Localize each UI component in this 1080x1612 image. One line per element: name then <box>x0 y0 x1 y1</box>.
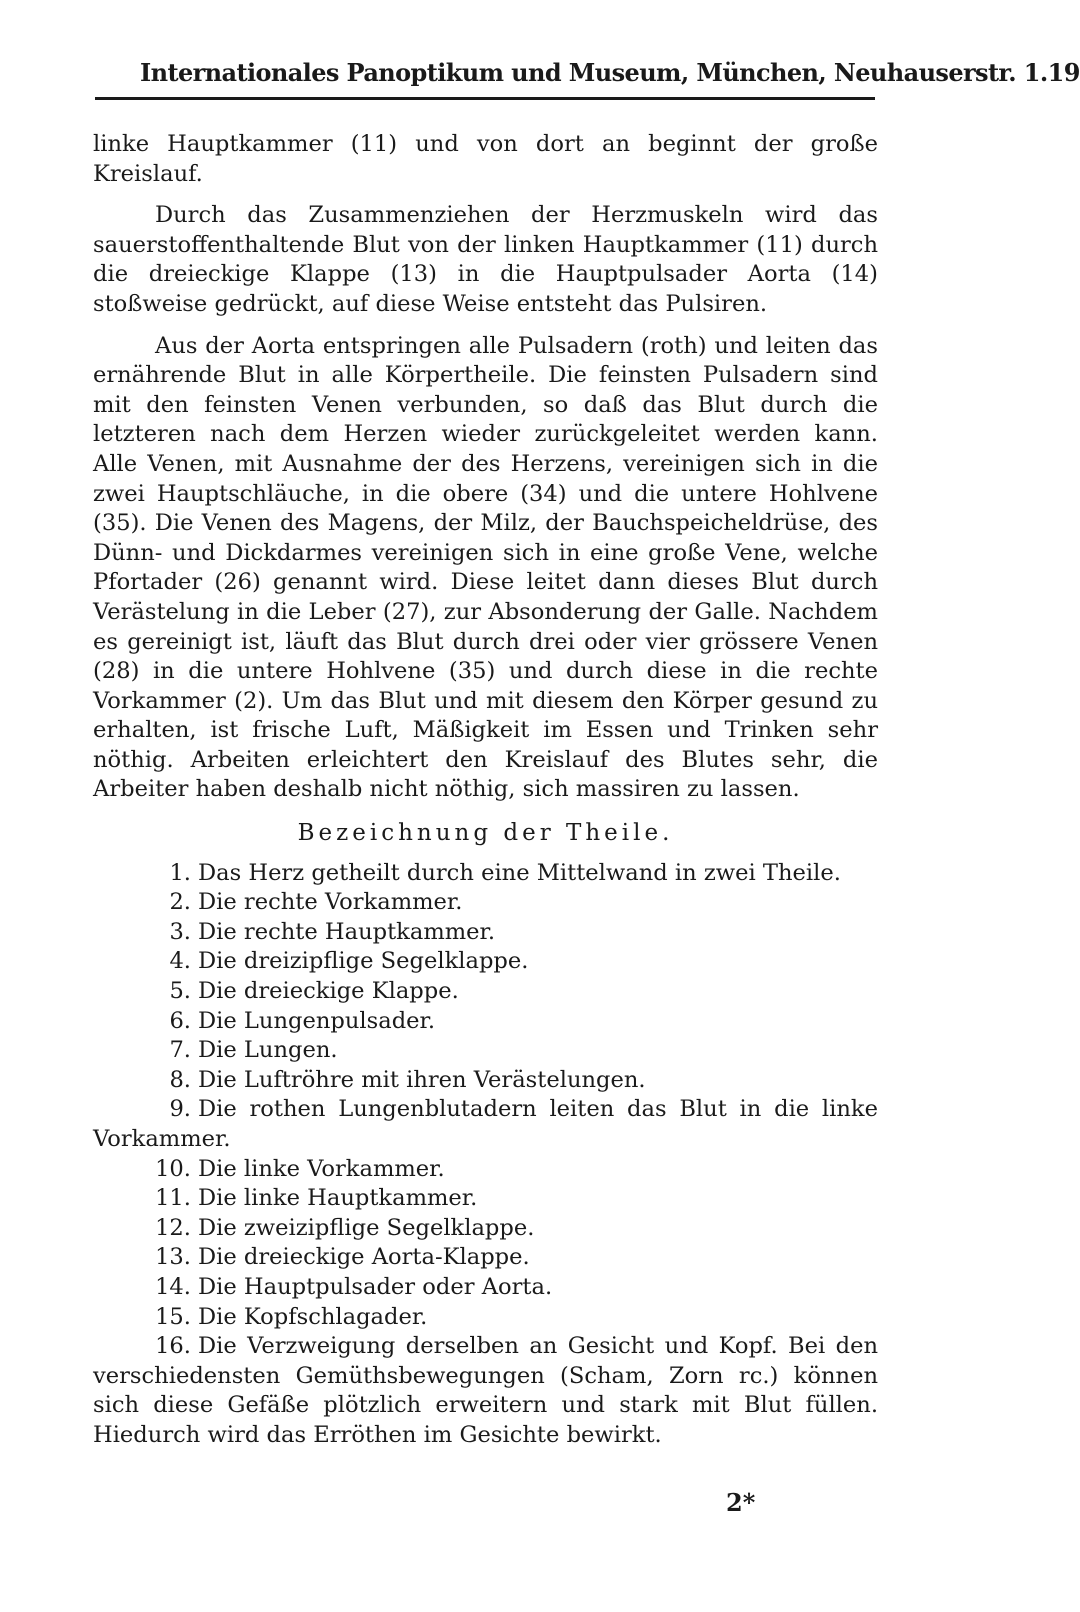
list-item-number: 10. <box>155 1155 191 1182</box>
list-item-number: 4. <box>169 948 191 975</box>
list-item-text: Die rechte Hauptkammer. <box>198 918 496 945</box>
list-item-text: Die rechte Vorkammer. <box>198 889 463 916</box>
list-item <box>93 1155 878 1185</box>
running-header <box>140 58 1080 87</box>
list-item-number: 15. <box>155 1303 191 1330</box>
page-body <box>93 130 878 1451</box>
paragraph-heart-contraction: Durch das Zusammenziehen der Herzmuskeln wird das sauerstoffenthaltende Blut von der linken Hauptkammer (11) durch die dreieckige Klappe (13) in die Hauptpulsader Aorta (14) stoßweise gedrückt, auf diese Weise entsteht das Pulsiren. <box>93 202 878 317</box>
list-item-number: 5. <box>169 978 191 1005</box>
list-item-text: Die Lungenpulsader. <box>198 1007 436 1034</box>
parts-list <box>93 859 878 1451</box>
list-item-number: 12. <box>155 1214 191 1241</box>
page-number: 19 <box>1047 58 1080 87</box>
list-item <box>93 888 878 918</box>
list-item-text: Die zweizipflige Segelklappe. <box>198 1214 535 1241</box>
list-item <box>93 947 878 977</box>
header-title: Internationales Panoptikum und Museum, München, Neuhauserstr. 1. <box>140 58 1048 87</box>
list-item-text: Die Luftröhre mit ihren Verästelungen. <box>198 1066 646 1093</box>
list-item <box>93 1007 878 1037</box>
header-rule <box>95 97 875 100</box>
list-item-text: Die linke Hauptkammer. <box>198 1185 478 1212</box>
list-item-text: Die Lungen. <box>198 1037 338 1064</box>
paragraph-aorta-circulation: Aus der Aorta entspringen alle Pulsadern (roth) und leiten das ernährende Blut in alle Körpertheile. Die feinsten Pulsadern sind mit den feinsten Venen verbunden, so daß das Blut durch die letzteren nach dem Herzen wieder zurückgeleitet werden kann. Alle Venen, mit Ausnahme der des Herzens, vereinigen sich in die zwei Hauptschläuche, in die obere (34) und die untere Hohlvene (35). Die Venen des Magens, der Milz, der Bauchspeicheldrüse, des Dünn- und Dickdarmes vereinigen sich in eine große Vene, welche Pfortader (26) genannt wird. Diese leitet dann dieses Blut durch Verästelung in die Leber (27), zur Absonderung der Galle. Nachdem es gereinigt ist, läuft das Blut durch drei oder vier grössere Venen (28) in die untere Hohlvene (35) und durch diese in die rechte Vorkammer (2). Um das Blut und mit diesem den Körper gesund zu erhalten, ist frische Luft, Mäßigkeit im Essen und Trinken sehr nöthig. Arbeiten erleichtert den Kreislauf des Blutes sehr, die Arbeiter haben deshalb nicht nöthig, sich massiren zu lassen. <box>93 332 878 803</box>
list-item <box>93 918 878 948</box>
list-item-number: 13. <box>155 1244 191 1271</box>
list-item-text: Das Herz getheilt durch eine Mittelwand in zwei Theile. <box>198 859 841 886</box>
list-item-text: Die dreizipflige Segelklappe. <box>198 948 529 975</box>
list-item <box>93 1273 878 1303</box>
list-item-text: Die Kopfschlagader. <box>198 1303 428 1330</box>
list-item-number: 2. <box>169 889 191 916</box>
list-item <box>93 1303 878 1333</box>
list-item <box>93 1095 878 1154</box>
list-item-number: 16. <box>155 1333 191 1360</box>
list-item <box>93 1036 878 1066</box>
list-item-number: 14. <box>155 1273 191 1300</box>
list-item-number: 1. <box>169 859 191 886</box>
list-item-text: Die linke Vorkammer. <box>198 1155 445 1182</box>
list-item <box>93 1184 878 1214</box>
list-item <box>93 859 878 889</box>
list-item-number: 8. <box>169 1066 191 1093</box>
signature-mark: 2* <box>726 1488 756 1517</box>
list-item-number: 7. <box>169 1037 191 1064</box>
paragraph-continuation: linke Hauptkammer (11) und von dort an beginnt der große Kreislauf. <box>93 131 878 187</box>
list-item-text: Die Hauptpulsader oder Aorta. <box>198 1273 553 1300</box>
list-item-text: Die dreieckige Aorta-Klappe. <box>198 1244 530 1271</box>
list-item-text: Die Verzweigung derselben an Gesicht und Kopf. Bei den verschiedensten Gemüthsbewegungen (Scham, Zorn rc.) können sich diese Gefäße plötzlich erweitern und stark mit Blut füllen. Hiedurch wird das Erröthen im Gesichte bewirkt. <box>93 1333 878 1448</box>
section-heading: Bezeichnung der Theile. <box>297 820 674 847</box>
list-item-number: 9. <box>169 1096 191 1123</box>
list-item-text: Die rothen Lungenblutadern leiten das Blut in die linke Vorkammer. <box>93 1096 878 1152</box>
list-item <box>93 1243 878 1273</box>
list-item-number: 6. <box>169 1007 191 1034</box>
list-item <box>93 1214 878 1244</box>
list-item-text: Die dreieckige Klappe. <box>198 978 459 1005</box>
list-item <box>93 1066 878 1096</box>
list-item-number: 11. <box>155 1185 191 1212</box>
list-item <box>93 977 878 1007</box>
list-item <box>93 1332 878 1450</box>
list-item-number: 3. <box>169 918 191 945</box>
